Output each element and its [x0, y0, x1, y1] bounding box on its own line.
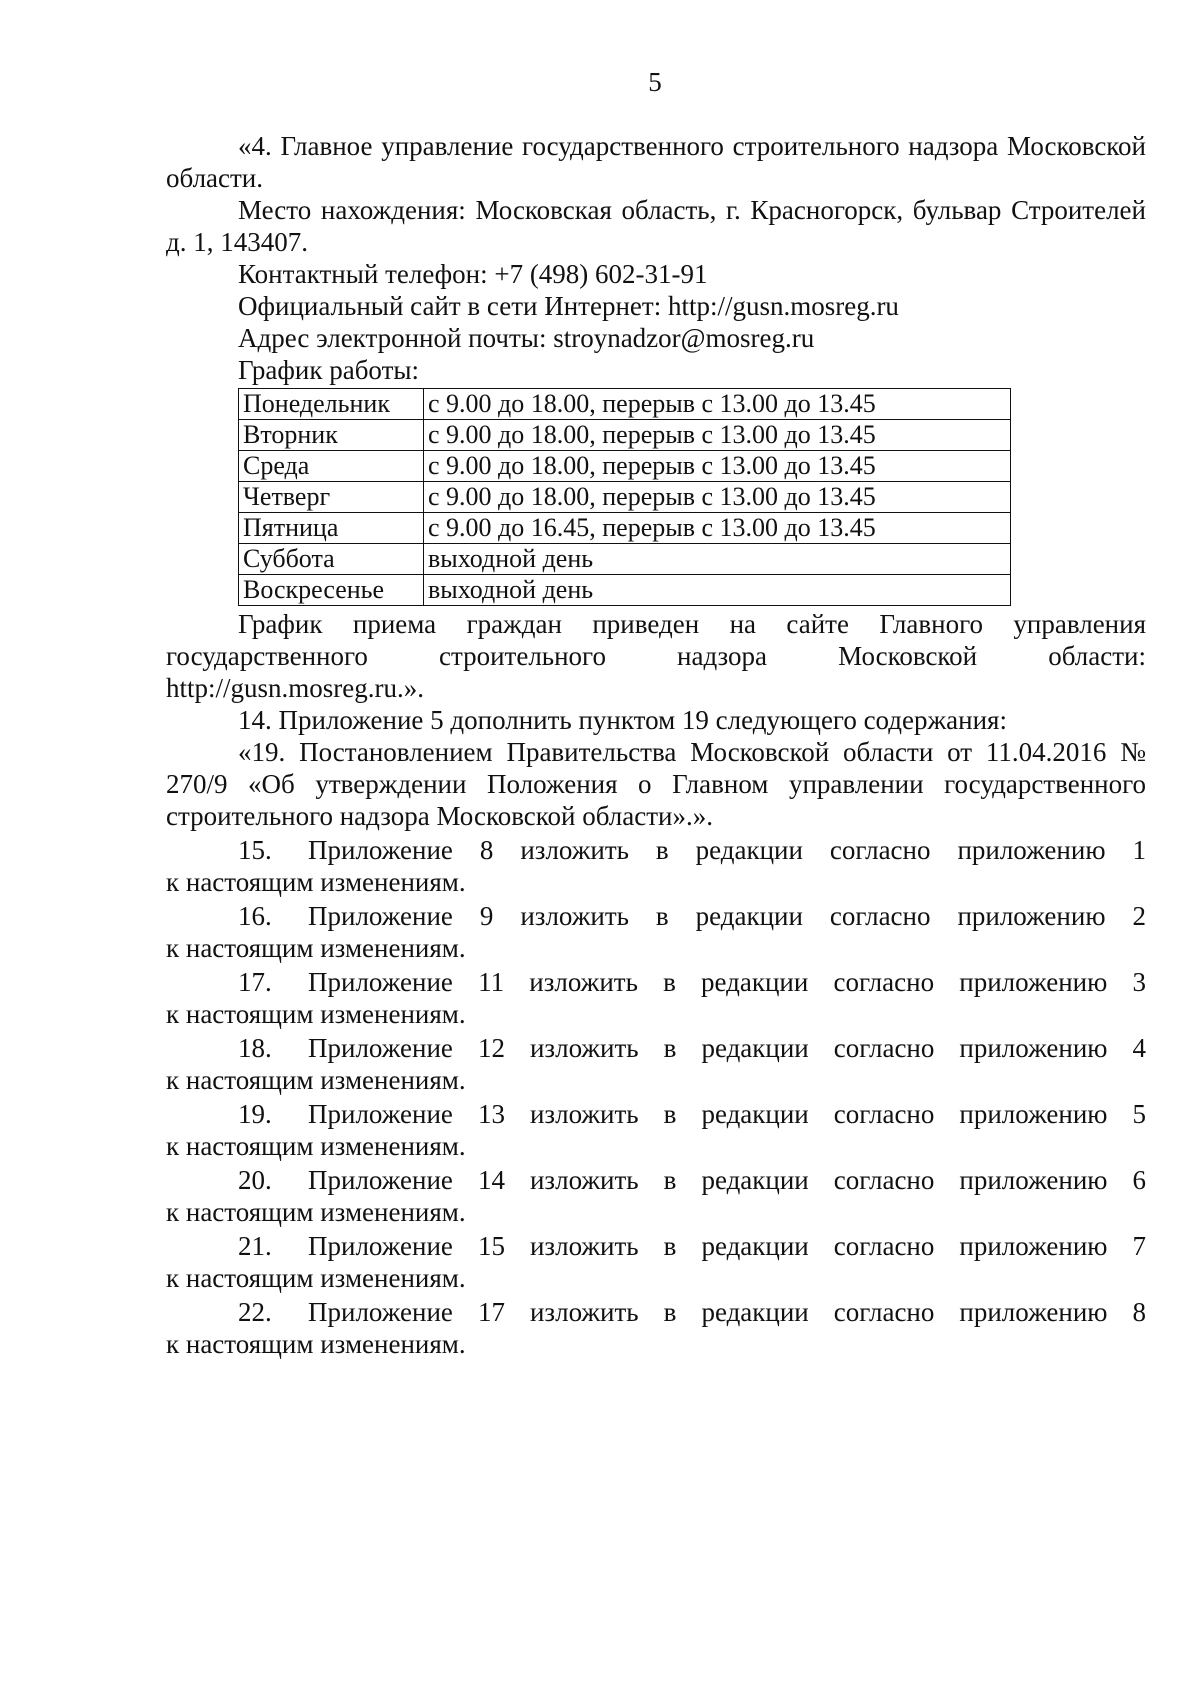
word: области:: [1048, 641, 1146, 671]
word: редакции: [701, 1165, 809, 1195]
word: 9: [479, 901, 494, 931]
word: согласно: [829, 835, 931, 865]
word: редакции: [695, 901, 803, 931]
word: согласно: [829, 901, 931, 931]
schedule-hours: с 9.00 до 18.00, перерыв с 13.00 до 13.45: [424, 420, 1011, 451]
item-tail: к настоящим изменениям.: [166, 1197, 466, 1227]
item-tail: к настоящим изменениям.: [166, 1263, 466, 1293]
reception-line-1: [166, 608, 1146, 640]
word: График: [238, 609, 323, 639]
word: 15: [477, 1231, 505, 1261]
item-text: [308, 1164, 1146, 1196]
item-tail: к настоящим изменениям.: [166, 999, 466, 1029]
item-text: [308, 1098, 1146, 1130]
list-item: [166, 834, 1146, 866]
word: 17: [477, 1297, 505, 1327]
item-number: 20.: [238, 1165, 272, 1195]
schedule-day: Понедельник: [239, 389, 424, 420]
item-tail: к настоящим изменениям.: [166, 933, 466, 963]
word: 8: [479, 835, 494, 865]
word: Главного: [879, 609, 983, 639]
schedule-row: [239, 420, 1011, 451]
word: 6: [1132, 1165, 1146, 1195]
word: Московской: [838, 641, 978, 671]
word: приема: [352, 609, 437, 639]
word: государственного: [166, 641, 368, 671]
schedule-hours: с 9.00 до 18.00, перерыв с 13.00 до 13.45: [424, 451, 1011, 482]
word: изложить: [529, 1033, 639, 1063]
word: 3: [1132, 967, 1146, 997]
schedule-row: [239, 389, 1011, 420]
list-item: [166, 1296, 1146, 1328]
word: строительного: [438, 641, 606, 671]
list-item: [166, 1230, 1146, 1262]
items-list: [166, 834, 1146, 1360]
section-4-phone: Контактный телефон: +7 (498) 602-31-91: [238, 259, 708, 289]
word: в: [655, 901, 669, 931]
word: изложить: [529, 1231, 639, 1261]
item-number: 15.: [238, 835, 272, 865]
word: изложить: [529, 1099, 639, 1129]
schedule-day: Пятница: [239, 513, 424, 544]
word: 2: [1132, 901, 1146, 931]
word: редакции: [701, 967, 809, 997]
word: Приложение: [308, 967, 453, 997]
word: в: [663, 1033, 677, 1063]
word: приложению: [959, 1165, 1108, 1195]
word: 4: [1132, 1033, 1146, 1063]
word: изложить: [529, 1297, 639, 1327]
item-text: [308, 1296, 1146, 1328]
word: в: [655, 835, 669, 865]
schedule-table: [238, 388, 1011, 606]
section-4-website: Официальный сайт в сети Интернет: http://gusn.mosreg.ru: [238, 291, 899, 321]
word: на: [729, 609, 756, 639]
word: 14: [477, 1165, 505, 1195]
item-number: 16.: [238, 901, 272, 931]
word: редакции: [701, 1033, 809, 1063]
word: приложению: [957, 835, 1106, 865]
item-number: 19.: [238, 1099, 272, 1129]
word: 13: [477, 1099, 505, 1129]
schedule-day: Воскресенье: [239, 575, 424, 606]
list-item: [166, 1164, 1146, 1196]
schedule-day: Вторник: [239, 420, 424, 451]
item-number: 17.: [238, 967, 272, 997]
word: в: [663, 1297, 677, 1327]
item-tail: к настоящим изменениям.: [166, 1065, 466, 1095]
word: согласно: [833, 1231, 935, 1261]
word: 11: [478, 967, 505, 997]
item-text: [308, 1230, 1146, 1262]
word: Приложение: [308, 901, 453, 931]
word: Приложение: [308, 1231, 453, 1261]
word: изложить: [520, 835, 629, 865]
word: редакции: [701, 1231, 809, 1261]
word: 7: [1132, 1231, 1146, 1261]
schedule-label: График работы:: [238, 355, 420, 385]
item-tail: к настоящим изменениям.: [166, 1131, 466, 1161]
schedule-row: [239, 482, 1011, 513]
word: редакции: [695, 835, 803, 865]
list-item: [166, 1032, 1146, 1064]
word: надзора: [677, 641, 768, 671]
word: согласно: [833, 1297, 935, 1327]
schedule-hours: с 9.00 до 18.00, перерыв с 13.00 до 13.45: [424, 482, 1011, 513]
schedule-row: [239, 513, 1011, 544]
word: приложению: [957, 901, 1106, 931]
schedule-row: [239, 544, 1011, 575]
word: в: [663, 967, 676, 997]
item-text: [308, 900, 1146, 932]
word: граждан: [466, 609, 562, 639]
list-item: [166, 966, 1146, 998]
word: 8: [1132, 1297, 1146, 1327]
schedule-hours: с 9.00 до 18.00, перерыв с 13.00 до 13.45: [424, 389, 1011, 420]
word: в: [663, 1165, 677, 1195]
page-number: 5: [648, 67, 662, 97]
section-4-title: «4. Главное управление государственного строительного надзора Московской области.: [166, 131, 1146, 193]
word: редакции: [701, 1099, 809, 1129]
item-number: 18.: [238, 1033, 272, 1063]
word: изложить: [529, 967, 638, 997]
word: в: [663, 1231, 677, 1261]
word: согласно: [833, 1033, 935, 1063]
document-body: [166, 130, 1146, 1360]
item-14-quote: «19. Постановлением Правительства Московской области от 11.04.2016 № 270/9 «Об утверждении Положения о Главном управлении государственного строительного надзора Московской области».».: [166, 737, 1146, 831]
schedule-hours: с 9.00 до 16.45, перерыв с 13.00 до 13.45: [424, 513, 1011, 544]
word: согласно: [833, 967, 935, 997]
word: приложению: [959, 1099, 1108, 1129]
reception-line-3: http://gusn.mosreg.ru.».: [166, 673, 424, 703]
word: Приложение: [308, 1297, 453, 1327]
list-item: [166, 900, 1146, 932]
word: управления: [1013, 609, 1146, 639]
item-number: 21.: [238, 1231, 272, 1261]
item-tail: к настоящим изменениям.: [166, 867, 466, 897]
schedule-day: Среда: [239, 451, 424, 482]
word: Приложение: [308, 1099, 453, 1129]
item-number: 22.: [238, 1297, 272, 1327]
word: Приложение: [308, 835, 453, 865]
schedule-day: Четверг: [239, 482, 424, 513]
word: приложению: [959, 1231, 1108, 1261]
word: 12: [477, 1033, 505, 1063]
list-item: [166, 1098, 1146, 1130]
word: редакции: [701, 1297, 809, 1327]
item-14: 14. Приложение 5 дополнить пунктом 19 следующего содержания:: [238, 705, 1007, 735]
section-4-email: Адрес электронной почты: stroynadzor@mosreg.ru: [238, 323, 815, 353]
word: приложению: [959, 967, 1108, 997]
word: сайте: [786, 609, 849, 639]
schedule-hours: выходной день: [424, 575, 1011, 606]
word: приведен: [592, 609, 700, 639]
word: изложить: [520, 901, 629, 931]
schedule-day: Суббота: [239, 544, 424, 575]
word: согласно: [833, 1099, 935, 1129]
word: 1: [1132, 835, 1146, 865]
reception-line-2: [166, 640, 1146, 672]
item-text: [308, 1032, 1146, 1064]
word: в: [663, 1099, 677, 1129]
schedule-hours: выходной день: [424, 544, 1011, 575]
item-text: [308, 966, 1146, 998]
word: изложить: [529, 1165, 639, 1195]
word: приложению: [959, 1297, 1108, 1327]
schedule-row: [239, 451, 1011, 482]
word: Приложение: [308, 1033, 453, 1063]
item-text: [308, 834, 1146, 866]
section-4-address: Место нахождения: Московская область, г. Красногорск, бульвар Строителей д. 1, 143407.: [166, 195, 1146, 257]
item-tail: к настоящим изменениям.: [166, 1329, 466, 1359]
schedule-row: [239, 575, 1011, 606]
word: Приложение: [308, 1165, 453, 1195]
word: согласно: [833, 1165, 935, 1195]
word: приложению: [959, 1033, 1108, 1063]
word: 5: [1132, 1099, 1146, 1129]
